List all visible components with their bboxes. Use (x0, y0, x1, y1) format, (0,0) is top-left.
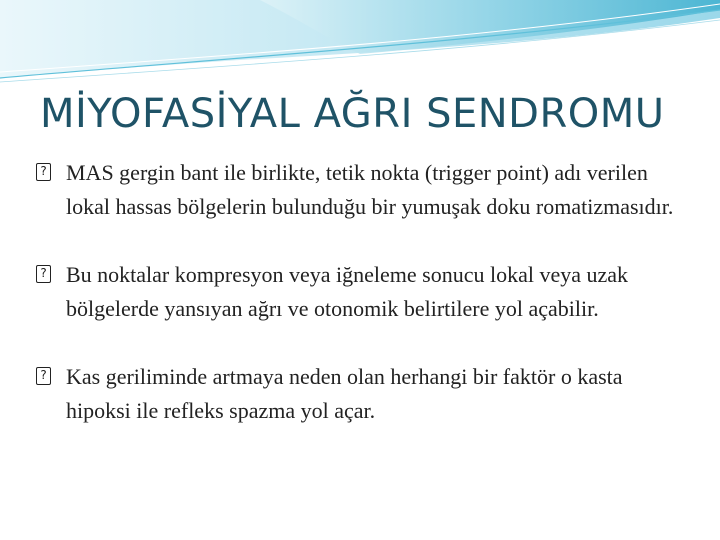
slide-title: MİYOFASİYAL AĞRI SENDROMU (40, 91, 665, 137)
list-item (36, 258, 676, 326)
decorative-wave-header (0, 0, 720, 90)
bullet-glyph-icon: ? (36, 265, 51, 283)
bullet-glyph-icon: ? (36, 163, 51, 181)
list-item (36, 360, 676, 428)
bullet-glyph-icon: ? (36, 367, 51, 385)
bullet-text: MAS gergin bant ile birlikte, tetik nokta (trigger point) adı verilen lokal hassas bölgelerin bulunduğu bir yumuşak doku romatizmasıdır. (66, 160, 674, 219)
bullet-text: Kas geriliminde artmaya neden olan herhangi bir faktör o kasta hipoksi ile refleks spazma yol açar. (66, 364, 623, 423)
bullet-text: Bu noktalar kompresyon veya iğneleme sonucu lokal veya uzak bölgelerde yansıyan ağrı ve otonomik belirtilere yol açabilir. (66, 262, 629, 321)
bullet-list (36, 156, 676, 462)
list-item (36, 156, 676, 224)
